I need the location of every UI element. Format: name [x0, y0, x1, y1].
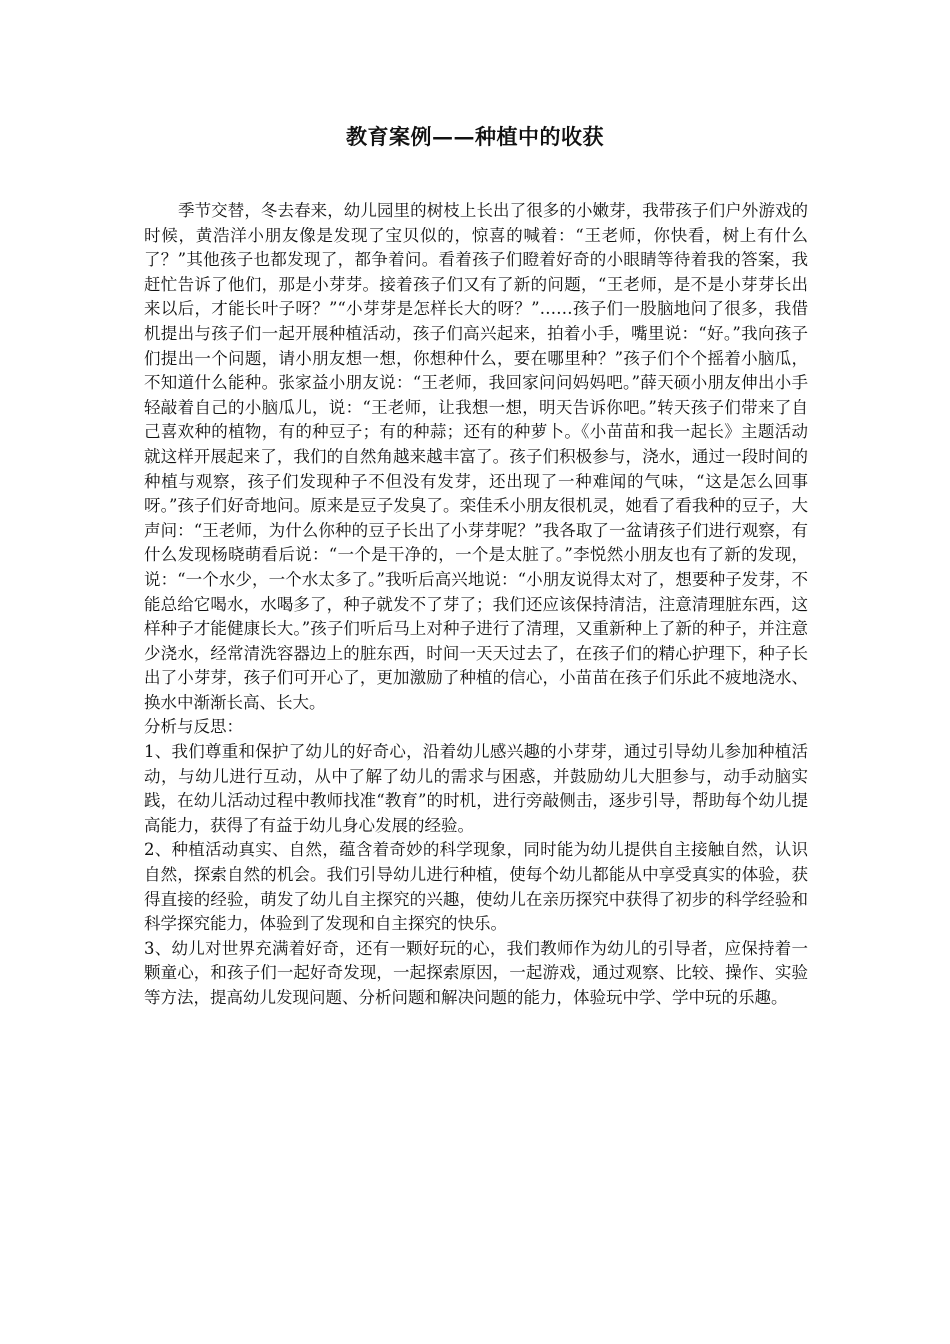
intro-paragraph: 季节交替，冬去春来，幼儿园里的树枝上长出了很多的小嫩芽，我带孩子们户外游戏的时候，黄浩洋小朋友像是发现了宝贝似的，惊喜的喊着：“王老师，你快看，树上有什么了？”其他孩子也都发现了，都争着问。看着孩子们瞪着好奇的小眼睛等待着我的答案，我赶忙告诉了他们，那是小芽芽。接着孩子们又有了新的问题，“王老师，是不是小芽芽长出来以后，才能长叶子呀？”“小芽芽是怎样长大的呀？”……孩子们一股脑地问了很多，我借机提出与孩子们一起开展种植活动，孩子们高兴起来，拍着小手，嘴里说：“好。”我向孩子们提出一个问题，请小朋友想一想，你想种什么，要在哪里种？”孩子们个个摇着小脑瓜，不知道什么能种。张家益小朋友说：“王老师，我回家问问妈妈吧。”薛天硕小朋友伸出小手轻敲着自己的小脑瓜儿，说：“王老师，让我想一想，明天告诉你吧。”转天孩子们带来了自己喜欢种的植物，有的种豆子；有的种蒜；还有的种萝卜。《小苗苗和我一起长》主题活动就这样开展起来了，我们的自然角越来越丰富了。孩子们积极参与，浇水，通过一段时间的种植与观察，孩子们发现种子不但没有发芽，还出现了一种难闻的气味，“这是怎么回事呀。”孩子们好奇地问。原来是豆子发臭了。栾佳禾小朋友很机灵，她看了看我种的豆子，大声问：“王老师，为什么你种的豆子长出了小芽芽呢？”我各取了一盆请孩子们进行观察，有什么发现杨晓萌看后说：“一个是干净的，一个是太脏了。”李悦然小朋友也有了新的发现，说：“一个水少，一个水太多了。”我听后高兴地说：“小朋友说得太对了，想要种子发芽，不能总给它喝水，水喝多了，种子就发不了芽了；我们还应该保持清洁，注意清理脏东西，这样种子才能健康长大。”孩子们听后马上对种子进行了清理，又重新种上了新的种子，并注意少浇水，经常清洗容器边上的脏东西，时间一天天过去了，在孩子们的精心护理下，种子长出了小芽芽，孩子们可开心了，更加激励了种植的信心，小苗苗在孩子们乐此不疲地浇水、换水中渐渐长高、长大。	[144, 201, 808, 712]
document-body	[144, 199, 808, 1011]
document-title: 教育案例——种植中的收获	[346, 124, 604, 149]
analysis-point-1: 1、我们尊重和保护了幼儿的好奇心，沿着幼儿感兴趣的小芽芽，通过引导幼儿参加种植活动，与幼儿进行互动，从中了解了幼儿的需求与困惑，并鼓励幼儿大胆参与，动手动脑实践，在幼儿活动过程中教师找准“教育”的时机，进行旁敲侧击，逐步引导，帮助每个幼儿提高能力，获得了有益于幼儿身心发展的经验。	[144, 742, 808, 835]
analysis-point-3: 3、幼儿对世界充满着好奇，还有一颗好玩的心，我们教师作为幼儿的引导者，应保持着一颗童心，和孩子们一起好奇发现，一起探索原因，一起游戏，通过观察、比较、操作、实验等方法，提高幼儿发现问题、分析问题和解决问题的能力，体验玩中学、学中玩的乐趣。	[144, 938, 808, 1007]
analysis-heading: 分析与反思：	[144, 717, 243, 737]
analysis-point-2: 2、种植活动真实、自然，蕴含着奇妙的科学现象，同时能为幼儿提供自主接触自然，认识自然，探索自然的机会。我们引导幼儿进行种植，使每个幼儿都能从中享受真实的体验，获得直接的经验，萌发了幼儿自主探究的兴趣，使幼儿在亲历探究中获得了初步的科学经验和科学探究能力，体验到了发现和自主探究的快乐。	[144, 840, 808, 934]
